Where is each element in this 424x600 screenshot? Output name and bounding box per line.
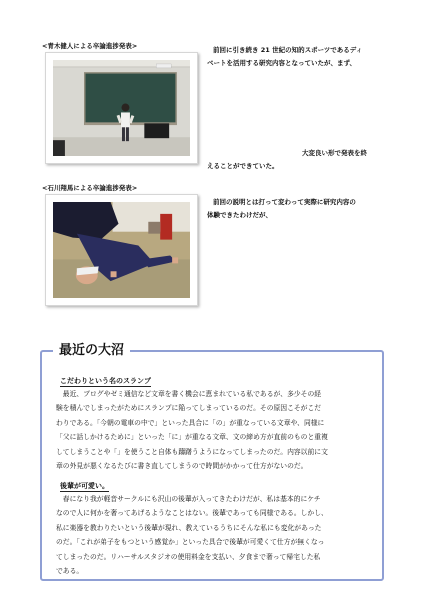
section2-line: なので人に何かを奢ってあげるようなことはない。後輩であっても同様である。しかし、 (56, 509, 328, 518)
section2-line: てしまったのだ。リハーサルスタジオの使用料金を支払い、夕食まで奢って帰宅した私 (56, 552, 321, 561)
report2-text-line1: 前回の説明とは打って変わって実際に研究内容の (213, 198, 356, 206)
report2-text-line2: 体験できたわけだが、 (207, 211, 272, 219)
presentation-photo-2 (45, 194, 198, 306)
section1-heading: こだわりという名のスランプ (60, 376, 151, 385)
recent-news-title: 最近の大沼 (53, 340, 130, 362)
section2-heading: 後輩が可愛い。 (60, 481, 109, 490)
section1-line: 験を積んでしまったがためにスランプに陥ってしまっているのだ。その原因こそがこだ (56, 404, 322, 413)
section2-line: 春になり我が軽音サークルにも沢山の後輩が入ってきたわけだが、私は基本的にケチ (56, 495, 321, 503)
section1-line: 最近、ブログやゼミ通信など文章を書く機会に恵まれている私であるが、多少その経 (56, 390, 322, 398)
classroom-presentation-image (53, 60, 190, 156)
report1-text-line2: ベートを活用する研究内容となっていたが、まず、 (207, 59, 356, 67)
section1-line: 「父に話しかけるために」といった「に」が重なる文章、文の締め方が直前のものと重複 (56, 433, 328, 442)
section1-line: 章の外見が悪くなるたびに書き直してしまうので時間がかかって仕方がないのだ。 (56, 462, 308, 471)
report1-text-line1: 前回に引き続き 21 世紀の知的スポーツであるディ (213, 46, 363, 54)
report1-text-tail: えることができていた。 (207, 162, 279, 170)
report1-caption: <青木健人による卒論進捗発表> (42, 42, 138, 50)
section1-line: してしまうことや「」を使うこと自体も躊躇うようになってしまったのだ。内容以前に文 (56, 447, 328, 456)
section1-body (56, 387, 374, 473)
section2-body (56, 492, 374, 578)
section2-line: である。 (56, 567, 84, 576)
section2-line: のだ。「これが弟子をもつという感覚か」といった具合で後輩が可愛くて仕方が無くなっ (56, 538, 325, 547)
section1-line: わりである。「今朝の電車の中で」といった具合に「の」が重なっている文章や、同様に (56, 418, 325, 427)
section2-line: 私に楽器を教わりたいという後輩が現れ、教えているうちにそんな私にも変化があった (56, 523, 322, 532)
report1-text-right: 大変良い形で発表を終 (302, 149, 367, 157)
report2-caption: <石川翔馬による卒論進捗発表> (42, 184, 138, 192)
person-lying-on-floor-image (53, 202, 190, 298)
presentation-photo-1 (45, 52, 198, 164)
